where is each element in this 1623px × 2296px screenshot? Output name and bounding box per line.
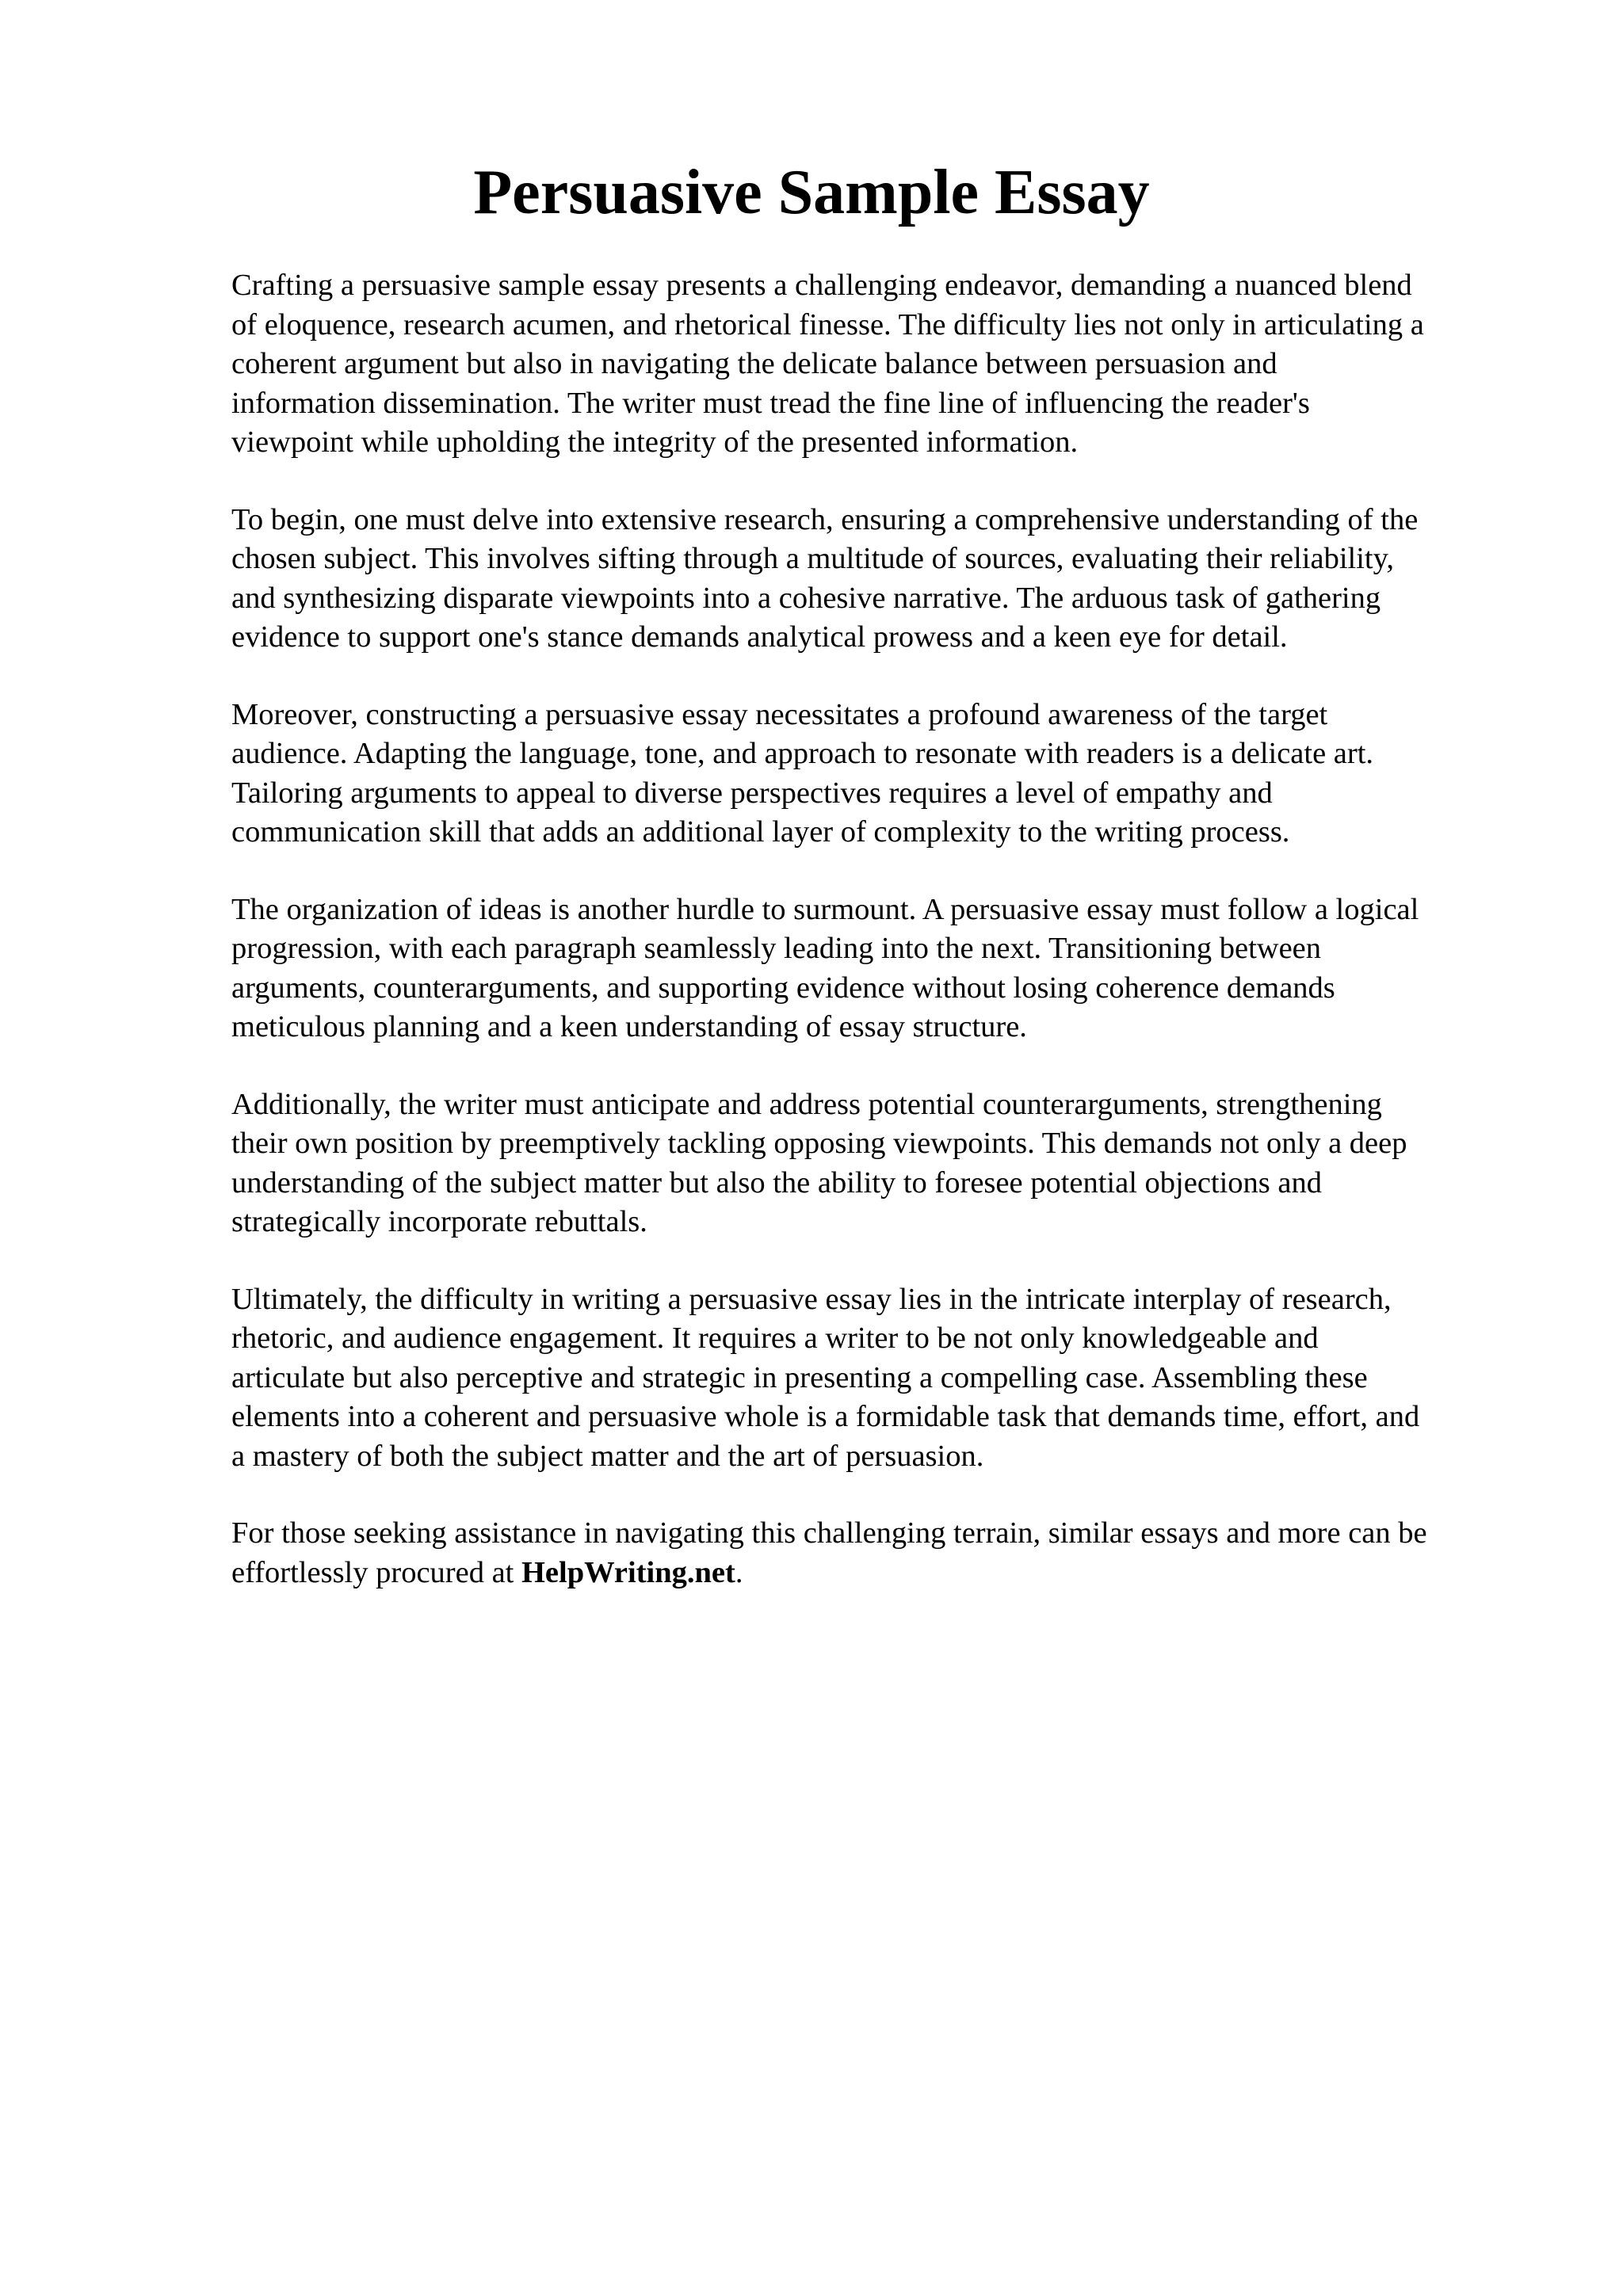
closing-prefix: effortlessly procured at — [231, 1555, 521, 1589]
paragraph-line: Moreover, constructing a persuasive essay necessitates a profound awareness of the target — [231, 697, 1328, 731]
paragraph-line: coherent argument but also in navigating the delicate balance between persuasion and — [231, 347, 1277, 380]
paragraph-6 — [231, 1280, 1547, 1477]
paragraph-line: To begin, one must delve into extensive research, ensuring a comprehensive understanding of the — [231, 502, 1419, 536]
paragraph-5 — [231, 1085, 1547, 1242]
essay-body — [231, 266, 1547, 1630]
paragraph-line: Ultimately, the difficulty in writing a persuasive essay lies in the intricate interplay of research, — [231, 1282, 1392, 1316]
paragraph-line: their own position by preemptively tackling opposing viewpoints. This demands not only a deep — [231, 1127, 1407, 1160]
paragraph-3 — [231, 696, 1547, 852]
closing-suffix: . — [735, 1555, 743, 1589]
paragraph-line: evidence to support one's stance demands analytical prowess and a keen eye for detail. — [231, 620, 1288, 654]
paragraph-2 — [231, 501, 1547, 658]
paragraph-line: a mastery of both the subject matter and the art of persuasion. — [231, 1439, 984, 1473]
paragraph-line: information dissemination. The writer must tread the fine line of influencing the reader's — [231, 386, 1310, 420]
paragraph-line: The organization of ideas is another hurdle to surmount. A persuasive essay must follow a logical — [231, 892, 1419, 926]
paragraph-line: elements into a coherent and persuasive whole is a formidable task that demands time, effort, and — [231, 1400, 1420, 1433]
paragraph-line: and synthesizing disparate viewpoints into a cohesive narrative. The arduous task of gathering — [231, 581, 1381, 615]
paragraph-line: Tailoring arguments to appeal to diverse perspectives requires a level of empathy and — [231, 776, 1273, 810]
closing-line — [231, 1554, 1547, 1593]
paragraph-line: arguments, counterarguments, and supporting evidence without losing coherence demands — [231, 971, 1335, 1005]
paragraph-line: strategically incorporate rebuttals. — [231, 1205, 647, 1238]
closing-paragraph — [231, 1514, 1547, 1592]
paragraph-line: of eloquence, research acumen, and rhetorical finesse. The difficulty lies not only in articulating a — [231, 307, 1424, 341]
paragraph-line: meticulous planning and a keen understanding of essay structure. — [231, 1010, 1027, 1043]
paragraph-line: rhetoric, and audience engagement. It requires a writer to be not only knowledgeable and — [231, 1322, 1319, 1355]
paragraph-4 — [231, 891, 1547, 1047]
paragraph-line: communication skill that adds an additional layer of complexity to the writing process. — [231, 815, 1290, 849]
paragraph-line: For those seeking assistance in navigating this challenging terrain, similar essays and more can be — [231, 1516, 1427, 1550]
paragraph-line: articulate but also perceptive and strategic in presenting a compelling case. Assembling these — [231, 1360, 1368, 1394]
paragraph-line: viewpoint while upholding the integrity of the presented information. — [231, 425, 1079, 459]
paragraph-line: chosen subject. This involves sifting through a multitude of sources, evaluating their reliability, — [231, 542, 1394, 575]
page-title: Persuasive Sample Essay — [473, 158, 1150, 227]
paragraph-line: Additionally, the writer must anticipate and address potential counterarguments, strengthening — [231, 1087, 1382, 1121]
paragraph-line: audience. Adapting the language, tone, and approach to resonate with readers is a delicate art. — [231, 737, 1374, 770]
helpwriting-link[interactable]: HelpWriting.net — [521, 1555, 735, 1589]
paragraph-1 — [231, 266, 1547, 463]
paragraph-line: progression, with each paragraph seamlessly leading into the next. Transitioning between — [231, 932, 1322, 965]
paragraph-line: Crafting a persuasive sample essay presents a challenging endeavor, demanding a nuanced blend — [231, 269, 1412, 302]
paragraph-line: understanding of the subject matter but also the ability to foresee potential objections and — [231, 1165, 1322, 1199]
